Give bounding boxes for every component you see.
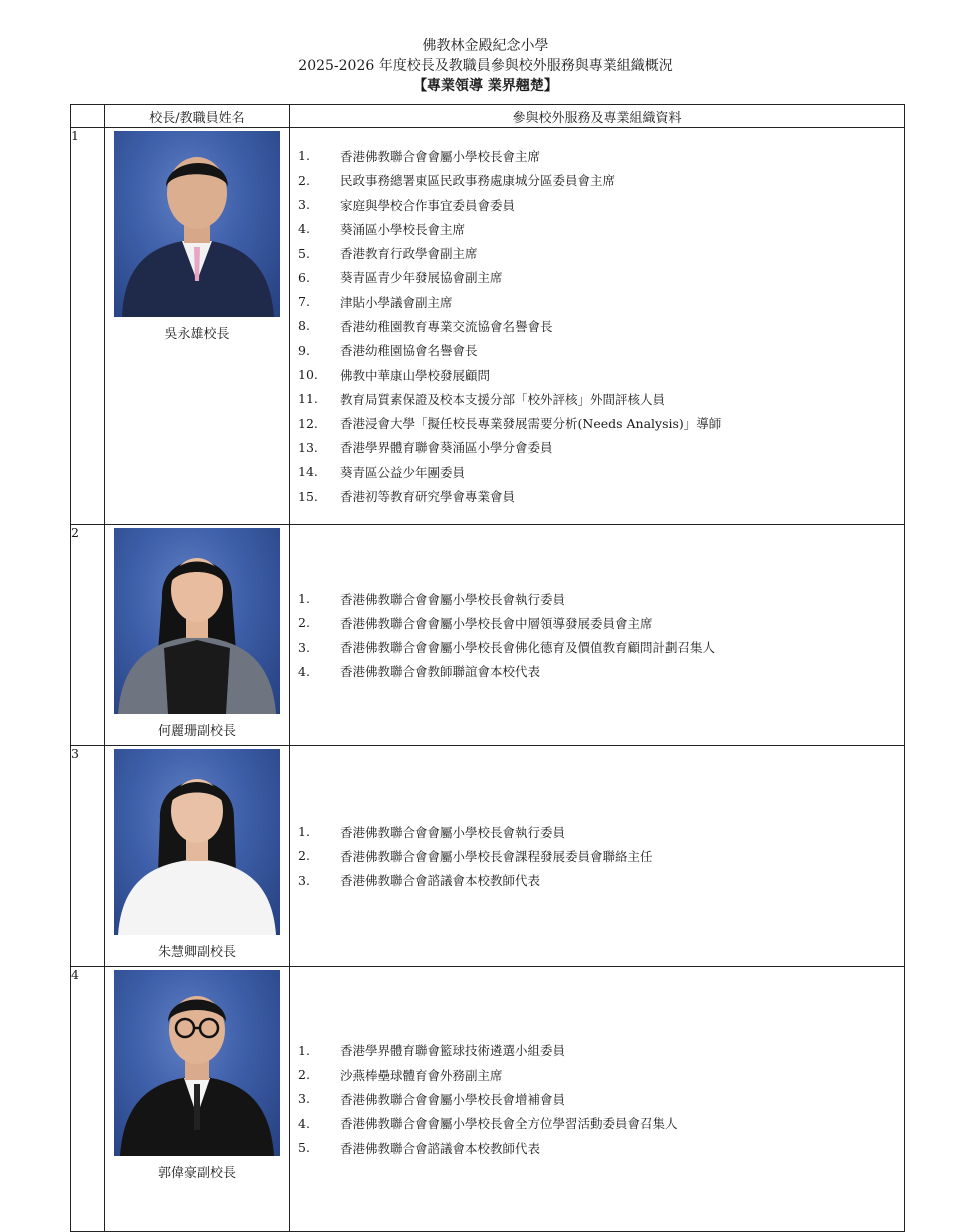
list-item	[298, 868, 904, 892]
name-cell	[105, 525, 290, 746]
list-item-number: 1.	[298, 591, 310, 607]
list-item-text: 香港幼稚園教育專業交流協會名譽會長	[340, 318, 553, 334]
list-item	[298, 338, 904, 362]
list-item-text: 香港初等教育研究學會專業會員	[340, 489, 516, 505]
list-item-text: 香港佛教聯合會教師聯誼會本校代表	[340, 664, 541, 680]
list-item-text: 香港教育行政學會副主席	[340, 246, 478, 262]
list-item	[298, 168, 904, 192]
list-item	[298, 265, 904, 289]
info-cell	[290, 128, 905, 525]
list-item-text: 香港幼稚園協會名譽會長	[340, 343, 478, 359]
header-name: 校長/教職員姓名	[105, 105, 290, 128]
list-item	[298, 362, 904, 386]
staff-row	[71, 967, 905, 1232]
list-item-number: 4.	[298, 221, 310, 237]
staff-name: 吳永雄校長	[164, 327, 230, 342]
list-item-number: 15.	[298, 488, 318, 504]
row-number: 3	[71, 746, 105, 967]
list-item	[298, 192, 904, 216]
list-item-number: 13.	[298, 439, 318, 455]
list-item	[298, 241, 904, 265]
info-cell	[290, 746, 905, 967]
list-item-text: 教育局質素保證及校本支援分部「校外評核」外間評核人員	[340, 391, 666, 407]
list-item-number: 1.	[298, 824, 310, 840]
list-item	[298, 1038, 904, 1062]
header-info: 參與校外服務及專業組織資料	[290, 105, 905, 128]
document-slogan: 【專業領導 業界翹楚】	[413, 78, 558, 94]
portrait-man-suit-icon	[114, 131, 280, 317]
list-item-text: 香港佛教聯合會會屬小學校長會主席	[340, 148, 541, 164]
list-item-text: 家庭與學校合作事宜委員會委員	[340, 197, 516, 213]
list-item	[298, 586, 904, 610]
list-item	[298, 217, 904, 241]
list-item	[298, 484, 904, 508]
list-item-number: 3.	[298, 639, 310, 655]
list-item-number: 3.	[298, 1091, 310, 1107]
list-item	[298, 611, 904, 635]
name-cell	[105, 746, 290, 967]
portrait-woman-vest-icon	[114, 528, 280, 714]
list-item-text: 佛教中華康山學校發展顧問	[340, 367, 491, 383]
list-item-number: 2.	[298, 1067, 310, 1083]
list-item	[298, 435, 904, 459]
list-item-number: 9.	[298, 342, 310, 358]
school-name: 佛教林金殿紀念小學	[422, 38, 549, 54]
list-item-text: 香港佛教聯合會會屬小學校長會執行委員	[340, 591, 566, 607]
portrait-woman-white-icon	[114, 749, 280, 935]
list-item-number: 7.	[298, 294, 310, 310]
staff-table	[70, 104, 905, 1232]
list-item	[298, 844, 904, 868]
list-item-text: 香港佛教聯合會諮議會本校教師代表	[340, 873, 541, 889]
name-cell	[105, 128, 290, 525]
list-item-text: 香港佛教聯合會會屬小學校長會課程發展委員會聯絡主任	[340, 848, 653, 864]
document-title: 2025-2026 年度校長及教職員參與校外服務與專業組織概況	[298, 58, 673, 74]
list-item-text: 香港學界體育聯會籃球技術遴選小組委員	[340, 1043, 566, 1059]
list-item-number: 2.	[298, 615, 310, 631]
list-item	[298, 411, 904, 435]
row-number: 2	[71, 525, 105, 746]
list-item-number: 8.	[298, 318, 310, 334]
list-item-number: 6.	[298, 269, 310, 285]
list-item	[298, 635, 904, 659]
list-item-number: 3.	[298, 197, 310, 212]
list-item-number: 1.	[298, 1042, 310, 1058]
list-item	[298, 387, 904, 411]
row-number: 4	[71, 967, 105, 1232]
list-item-text: 葵涌區小學校長會主席	[340, 221, 466, 237]
list-item-number: 5.	[298, 1140, 310, 1156]
list-item-text: 葵青區青少年發展協會副主席	[340, 270, 503, 286]
list-item-text: 津貼小學議會副主席	[340, 294, 453, 310]
list-item-text: 香港浸會大學「擬任校長專業發展需要分析(Needs Analysis)」導師	[340, 416, 722, 432]
list-item-number: 4.	[298, 1115, 310, 1131]
list-item	[298, 290, 904, 314]
list-item	[298, 144, 904, 168]
list-item-text: 香港佛教聯合會會屬小學校長會全方位學習活動委員會召集人	[340, 1116, 678, 1132]
list-item-number: 2.	[298, 848, 310, 864]
list-item-text: 民政事務總署東區民政事務處康城分區委員會主席	[340, 173, 616, 189]
list-item	[298, 1111, 904, 1135]
header-num	[71, 105, 105, 128]
staff-row	[71, 525, 905, 746]
list-item	[298, 460, 904, 484]
portrait-man-glasses-icon	[114, 970, 280, 1156]
list-item-text: 香港佛教聯合會諮議會本校教師代表	[340, 1140, 541, 1156]
list-item-text: 沙燕棒壘球體育會外務副主席	[340, 1067, 503, 1083]
staff-name: 何麗珊副校長	[157, 724, 236, 739]
list-item-text: 香港佛教聯合會會屬小學校長會佛化德育及價值教育顧問計劃召集人	[340, 640, 716, 656]
staff-row	[71, 746, 905, 967]
list-item-number: 12.	[298, 415, 318, 431]
list-item-number: 3.	[298, 872, 310, 888]
info-cell	[290, 967, 905, 1232]
list-item-number: 10.	[298, 367, 318, 383]
info-cell	[290, 525, 905, 746]
list-item	[298, 1087, 904, 1111]
list-item	[298, 1063, 904, 1087]
staff-name: 朱慧卿副校長	[157, 945, 236, 960]
table-header-row	[71, 105, 905, 128]
list-item-text: 香港學界體育聯會葵涌區小學分會委員	[340, 440, 553, 456]
list-item	[298, 314, 904, 338]
list-item-text: 香港佛教聯合會會屬小學校長會增補會員	[340, 1091, 566, 1107]
list-item-number: 14.	[298, 464, 318, 480]
list-item	[298, 1135, 904, 1159]
list-item-text: 香港佛教聯合會會屬小學校長會中層領導發展委員會主席	[340, 615, 653, 631]
staff-row	[71, 128, 905, 525]
list-item	[298, 820, 904, 844]
list-item-number: 5.	[298, 245, 310, 261]
document-header	[0, 0, 971, 96]
name-cell	[105, 967, 290, 1232]
list-item-number: 4.	[298, 663, 310, 679]
list-item-number: 2.	[298, 172, 310, 188]
staff-name: 郭偉豪副校長	[157, 1166, 236, 1181]
list-item-text: 葵青區公益少年團委員	[340, 464, 466, 480]
row-number: 1	[71, 128, 105, 525]
list-item	[298, 659, 904, 683]
list-item-number: 11.	[298, 391, 318, 407]
list-item-text: 香港佛教聯合會會屬小學校長會執行委員	[340, 824, 566, 840]
list-item-number: 1.	[298, 148, 310, 164]
